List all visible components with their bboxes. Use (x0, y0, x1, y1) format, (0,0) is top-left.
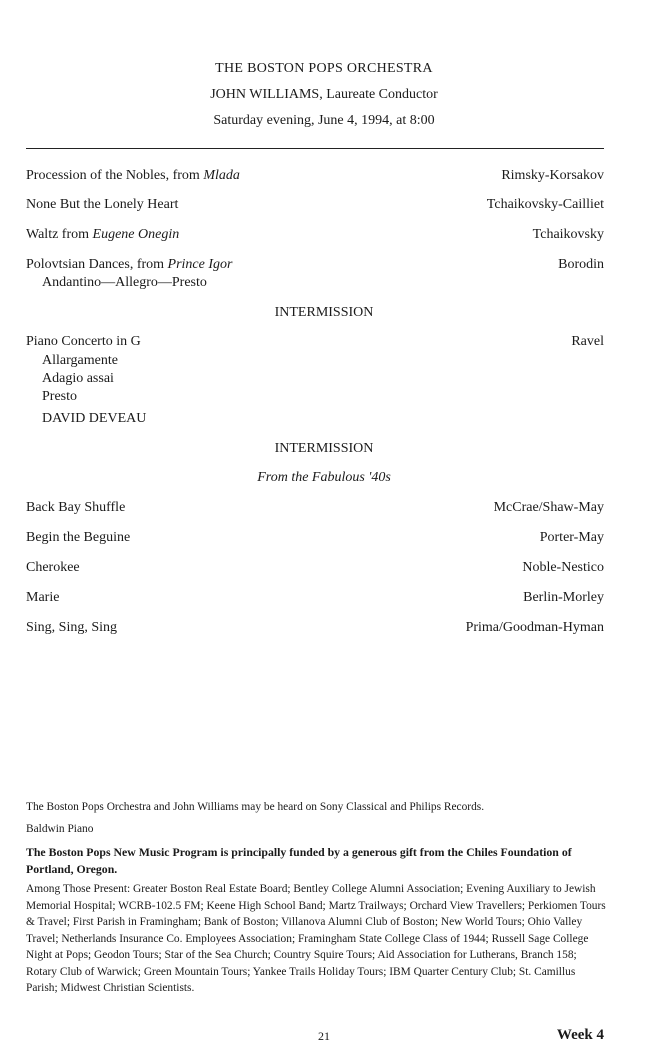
concert-date: Saturday evening, June 4, 1994, at 8:00 (213, 113, 435, 128)
piece-title: Waltz from Eugene Onegin (26, 227, 180, 242)
piece-title: Cherokee (26, 560, 80, 575)
program-item (26, 620, 604, 638)
program-item (26, 334, 604, 352)
piece-composer: Tchaikovsky-Cailliet (486, 197, 604, 212)
program-item (26, 257, 604, 275)
program-item (26, 560, 604, 578)
program-item (26, 500, 604, 518)
soloist: DAVID DEVEAU (42, 411, 147, 426)
conductor-line: JOHN WILLIAMS, Laureate Conductor (210, 87, 438, 102)
program-item (26, 197, 604, 215)
piece-title: Begin the Beguine (26, 530, 131, 545)
piece-title: Procession of the Nobles, from Mlada (26, 168, 240, 183)
page-number: 21 (318, 1029, 330, 1043)
piece-title: None But the Lonely Heart (26, 197, 179, 212)
movement: Adagio assai (42, 371, 114, 386)
piece-title: Polovtsian Dances, from Prince Igor (26, 257, 233, 272)
among-those-present: Among Those Present: Greater Boston Real Estate Board; Bentley College Alumni Association; Evening Auxiliary to Jewish Memorial Hospital; WCRB-102.5 FM; Keene High School Band; Martz Trailways; Orchard View Travellers; Perkiomen Tours & Travel; First Parish in Framingham; Bank of Boston; Villanova Alumni Club of Boston; New World Tours; Ohio Valley Travel; Netherlands Insurance Co. Employees Association; Framingham State College Class of 1944; Russell Sage College Night at Pops; Geodon Tours; Star of the Sea Church; Country Squire Tours; Aid Association for Lutherans, Branch 158; Rotary Club of Warwick; Green Mountain Tours; Yankee Trails Holiday Tours; IBM Quarter Century Club; St. Camillus Parish; Midwest Christian Scientists. (26, 883, 606, 994)
piece-composer: Ravel (571, 334, 604, 349)
intermission-label: INTERMISSION (274, 305, 374, 320)
piece-composer: Berlin-Morley (523, 590, 604, 605)
piece-composer: Prima/Goodman-Hyman (465, 620, 604, 635)
piano-credit: Baldwin Piano (26, 823, 94, 835)
header-divider (26, 148, 604, 149)
orchestra-name: THE BOSTON POPS ORCHESTRA (215, 61, 433, 76)
week-label: Week 4 (556, 1027, 604, 1043)
program-item (26, 168, 604, 186)
piece-composer: Borodin (558, 257, 604, 272)
piece-composer: Noble-Nestico (522, 560, 604, 575)
funding-note: The Boston Pops New Music Program is principally funded by a generous gift from the Chiles Foundation of Portland, Oregon. (26, 845, 572, 876)
program-item (26, 590, 604, 608)
piece-title: Sing, Sing, Sing (26, 620, 118, 635)
piece-title: Back Bay Shuffle (26, 500, 126, 515)
section-title: From the Fabulous '40s (257, 470, 391, 485)
piece-title: Marie (26, 590, 60, 605)
program-item (26, 530, 604, 548)
movement: Presto (42, 389, 77, 404)
piece-composer: Rimsky-Korsakov (501, 168, 604, 183)
piece-composer: Tchaikovsky (532, 227, 604, 242)
movement: Allargamente (42, 353, 118, 368)
program-item (26, 227, 604, 245)
movement-list: Andantino—Allegro—Presto (42, 275, 207, 290)
piece-composer: McCrae/Shaw-May (493, 500, 604, 515)
piece-title: Piano Concerto in G (26, 334, 141, 349)
records-note: The Boston Pops Orchestra and John Williams may be heard on Sony Classical and Philips Records. (26, 801, 485, 813)
piece-composer: Porter-May (539, 530, 604, 545)
intermission-label: INTERMISSION (274, 441, 374, 456)
